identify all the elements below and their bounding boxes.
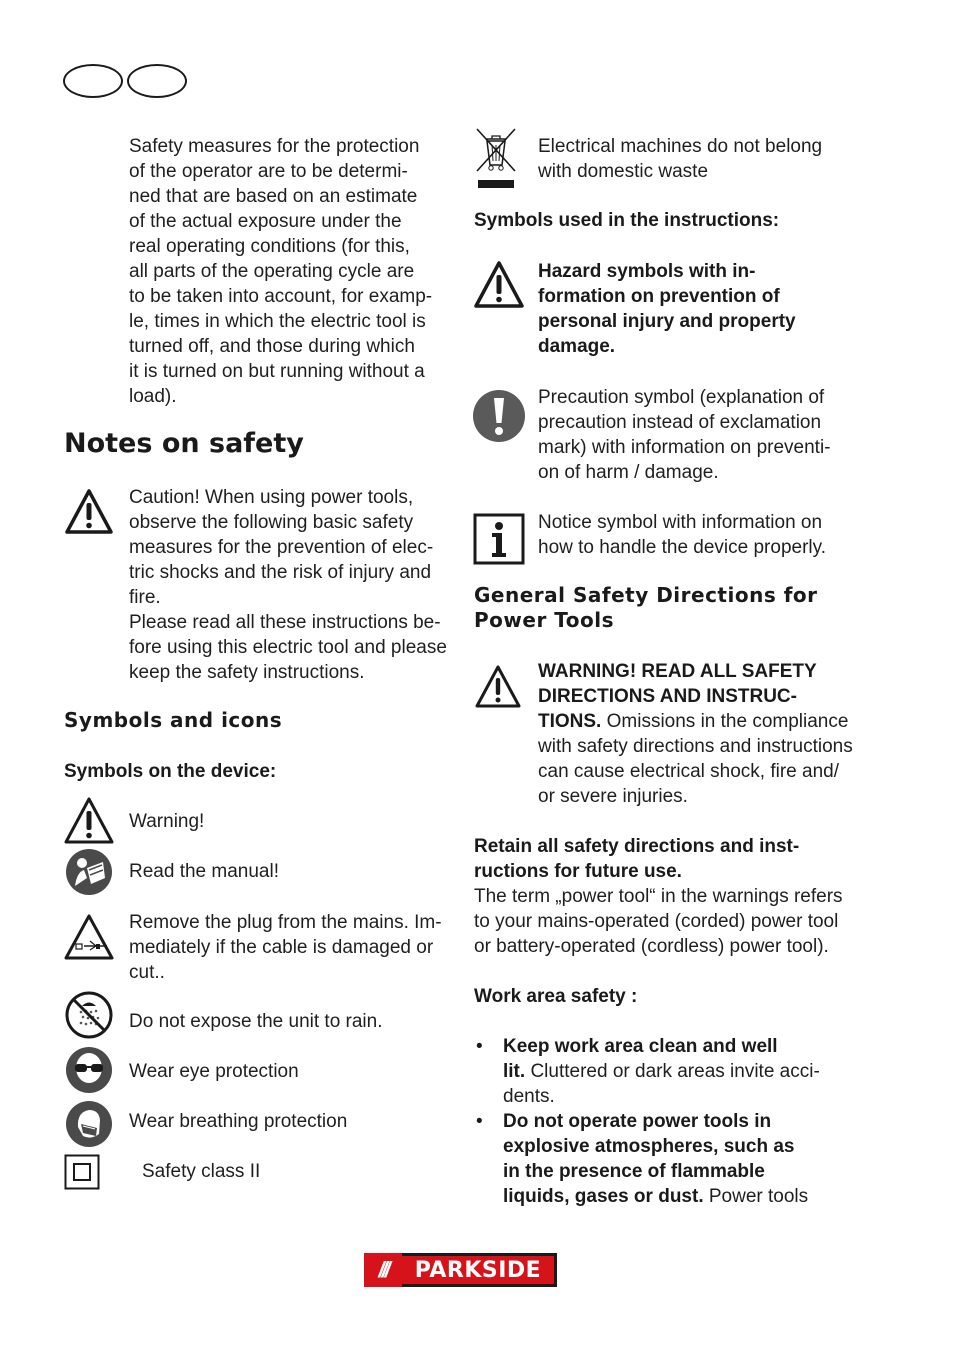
breathing-protection-icon — [65, 1100, 113, 1148]
logo-brand-text: PARKSIDE — [402, 1256, 554, 1284]
hazard-triangle-icon — [473, 260, 525, 310]
symbols-on-device-heading: Symbols on the device: — [64, 761, 277, 782]
intro-paragraph: Safety measures for the protection of the operator are to be determi- ned that are based on an estimate of the actual exposure under the real operating conditions (for this, all parts of the operating cycle are to be taken into account, for examp- le, times in which the electric tool is turned off, and those during which it is turned on but running without a load). — [129, 136, 433, 407]
bullet-marker: • — [476, 1036, 483, 1057]
bullet-marker: • — [476, 1111, 483, 1132]
hazard-text: Hazard symbols with in- formation on prevention of personal injury and property damage. — [538, 261, 796, 357]
eye-protection-icon — [65, 1046, 113, 1094]
parkside-logo — [364, 1253, 557, 1287]
safety-class-ii-icon — [64, 1154, 100, 1190]
warning-triangle-icon — [64, 488, 114, 536]
warning-triangle-icon — [63, 796, 115, 846]
symbol-plug-label: Remove the plug from the mains. Im- mediately if the cable is damaged or cut.. — [129, 912, 442, 983]
language-oval-right — [127, 64, 187, 98]
symbol-eye-label: Wear eye protection — [129, 1061, 299, 1082]
symbol-rain-label: Do not expose the unit to rain. — [129, 1011, 383, 1032]
symbol-breathing-label: Wear breathing protection — [129, 1111, 348, 1132]
caution-paragraph: Caution! When using power tools, observe the following basic safety measures for the prevention of elec- tric shocks and the risk of injury and fire. Please read all these instructions be- fore using this electric tool and please keep the safety instructions. — [129, 487, 447, 683]
no-rain-icon — [65, 991, 113, 1039]
symbol-warning-label: Warning! — [129, 811, 205, 832]
retain-text: Retain all safety directions and inst- ructions for future use. — [474, 836, 800, 882]
warning-triangle-icon — [474, 664, 522, 710]
precaution-text: Precaution symbol (explanation of precaution instead of exclamation mark) with information on preventi- on of harm / damage. — [538, 387, 831, 483]
waste-text: Electrical machines do not belong with domestic waste — [538, 136, 823, 182]
symbols-in-instructions-heading: Symbols used in the instructions: — [474, 210, 780, 231]
crossed-out-bin-icon — [473, 127, 519, 191]
symbols-and-icons-heading: Symbols and icons — [64, 708, 283, 732]
bullet-explosive-atmospheres: Do not operate power tools in explosive atmospheres, such as in the presence of flammable liquids, gases or dust. Power tools — [503, 1111, 809, 1207]
warning-read-all-text: WARNING! READ ALL SAFETY DIRECTIONS AND INSTRUC- TIONS. Omissions in the compliance with safety directions and instructions can cause electrical shock, fire and/ or severe injuries. — [538, 661, 853, 807]
read-manual-icon — [65, 848, 113, 896]
symbol-class-label: Safety class II — [142, 1161, 261, 1182]
language-oval-left — [63, 64, 123, 98]
work-area-safety-heading: Work area safety : — [474, 986, 638, 1007]
logo-stripes: /// — [364, 1253, 402, 1287]
power-tool-term-text: The term „power tool“ in the warnings refers to your mains-operated (corded) power tool or battery-operated (cordless) power tool). — [474, 886, 843, 957]
bullet-work-area-clean: Keep work area clean and well lit. Cluttered or dark areas invite acci- dents. — [503, 1036, 820, 1107]
symbol-manual-label: Read the manual! — [129, 861, 279, 882]
info-icon — [473, 513, 525, 565]
general-safety-heading: General Safety Directions for Power Tools — [474, 583, 818, 632]
precaution-icon — [472, 389, 526, 443]
notice-text: Notice symbol with information on how to handle the device properly. — [538, 512, 826, 558]
language-badge — [63, 64, 189, 100]
notes-on-safety-heading: Notes on safety — [64, 428, 304, 459]
unplug-triangle-icon — [63, 913, 115, 961]
